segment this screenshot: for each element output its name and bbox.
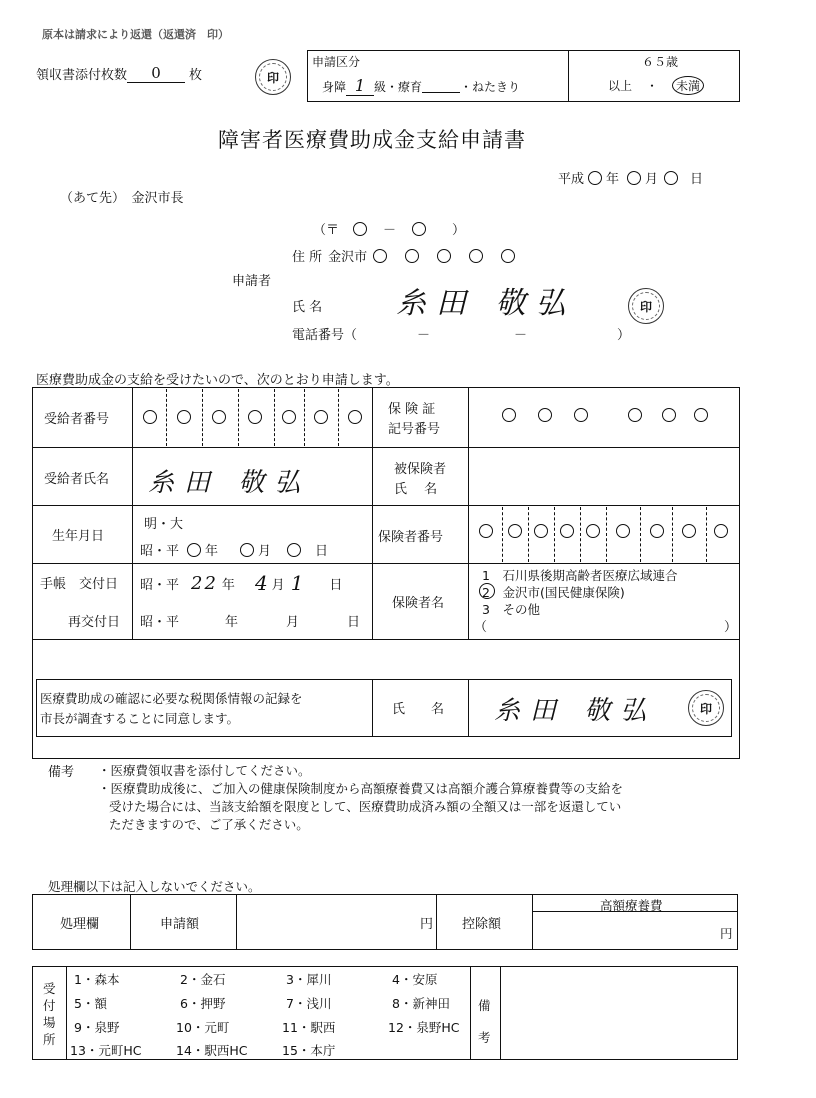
recipient-digit-2[interactable]	[177, 410, 191, 424]
insurance-digit-1[interactable]	[502, 408, 516, 422]
age-title: ６５歳	[642, 55, 679, 69]
handbook-day-unit: 日	[329, 577, 343, 593]
consent-line-2: 市長が調査することに同意します。	[40, 711, 240, 726]
amount-yen: 円	[420, 917, 434, 932]
reception-place-14[interactable]: 14・駅西HC	[176, 1043, 248, 1058]
age-under[interactable]: 未満	[672, 76, 704, 95]
age-sep: ・	[646, 79, 659, 93]
reissue-year-unit: 年	[225, 615, 239, 630]
processing-label: 処理欄	[60, 917, 100, 932]
birth-day-unit: 日	[315, 544, 329, 559]
reissue-day-unit: 日	[347, 615, 361, 630]
reception-place-10[interactable]: 10・元町	[176, 1020, 230, 1035]
category-title: 申請区分	[312, 55, 361, 69]
addressee: （あて先） 金沢市長	[60, 191, 184, 206]
insured-label-1: 被保険者	[394, 462, 447, 477]
category-disability-row	[322, 76, 520, 96]
birth-year-field[interactable]	[187, 543, 201, 557]
recipient-digit-3[interactable]	[212, 410, 226, 424]
disability-grade[interactable]: 1	[346, 76, 374, 96]
recipient-name-label: 受給者氏名	[44, 472, 110, 487]
applicant-label: 申請者	[232, 274, 272, 289]
address-field-4[interactable]	[469, 249, 483, 263]
birth-year-unit: 年	[205, 544, 219, 559]
birth-month-unit: 月	[258, 544, 272, 559]
insurer-label: 保険者名	[392, 596, 445, 611]
reissue-era[interactable]: 昭・平	[140, 615, 180, 630]
top-note: 原本は請求により返還（返還済 印）	[42, 28, 229, 41]
reception-place-11[interactable]: 11・駅西	[282, 1020, 336, 1035]
insurer-option-2[interactable]: 2 金沢市(国民健康保険)	[482, 585, 625, 600]
reception-place-12[interactable]: 12・泉野HC	[388, 1020, 460, 1035]
high-cost-yen: 円	[720, 926, 733, 941]
insurance-digit-2[interactable]	[538, 408, 552, 422]
date-month-unit: 月	[645, 172, 659, 187]
date-month-field[interactable]	[627, 171, 641, 185]
consent-name[interactable]: 糸田 敬弘	[494, 696, 657, 726]
insurance-digit-3[interactable]	[574, 408, 588, 422]
insurer-option-1[interactable]: 1 石川県後期高齢者医療広域連合	[482, 568, 678, 583]
postal-close: ）	[452, 223, 466, 238]
birth-era-2[interactable]: 昭・平	[140, 544, 180, 559]
reception-place-4[interactable]: 4・安原	[392, 972, 438, 987]
handbook-date-row	[140, 571, 342, 595]
phone-row	[292, 324, 630, 343]
insurer-other-close: ）	[724, 620, 738, 635]
insurer-digit-6[interactable]	[616, 524, 630, 538]
phone-label: 電話番号（	[292, 328, 358, 343]
age-row	[608, 76, 704, 95]
insurer-digit-1[interactable]	[479, 524, 493, 538]
bedridden-label: ・ねたきり	[460, 79, 521, 94]
handbook-era[interactable]: 昭・平	[140, 577, 180, 593]
postal-row	[313, 219, 465, 238]
note-2: ・医療費助成後に、ご加入の健康保険制度から高額療養費又は高額介護合算療養費等の支給を	[98, 781, 624, 796]
postal-field-1[interactable]	[353, 222, 367, 236]
recipient-digit-6[interactable]	[314, 410, 328, 424]
insurer-other-open: （	[474, 620, 488, 635]
grade-label: 級・療育	[374, 79, 423, 94]
date-day-unit: 日	[690, 172, 704, 187]
address-city: 金沢市	[328, 250, 368, 265]
age-over[interactable]: 以上	[608, 79, 633, 93]
insurer-digit-8[interactable]	[682, 524, 696, 538]
rehab-blank[interactable]	[422, 80, 460, 93]
handbook-month-unit: 月	[271, 577, 285, 593]
insurance-digit-6[interactable]	[694, 408, 708, 422]
birth-era-1[interactable]: 明・大	[144, 517, 184, 532]
reception-place-15[interactable]: 15・本庁	[282, 1043, 336, 1058]
page-title: 障害者医療費助成金支給申請書	[218, 128, 526, 152]
birth-month-field[interactable]	[240, 543, 254, 557]
receipt-count[interactable]: 0	[127, 64, 185, 83]
postal-field-2[interactable]	[412, 222, 426, 236]
receipt-unit: 枚	[189, 68, 203, 83]
high-cost-label: 高額療養費	[600, 898, 663, 913]
recipient-no-label: 受給者番号	[44, 412, 110, 427]
reception-place-9[interactable]: 9・泉野	[74, 1020, 120, 1035]
insurer-option-2-mark	[479, 583, 495, 599]
insurance-digit-4[interactable]	[628, 408, 642, 422]
reception-place-6[interactable]: 6・押野	[180, 996, 226, 1011]
insurance-digit-5[interactable]	[662, 408, 676, 422]
deduction-label: 控除額	[462, 917, 502, 932]
recipient-digit-4[interactable]	[248, 410, 262, 424]
note-3: 受けた場合には、当該支給額を限度として、医療費助成済み額の全額又は一部を返還してい	[109, 799, 622, 814]
consent-seal-icon: 印	[688, 690, 724, 726]
handbook-month[interactable]: 4	[254, 571, 268, 595]
recipient-digit-1[interactable]	[143, 410, 157, 424]
reissue-label: 再交付日	[68, 615, 121, 630]
insurer-option-3[interactable]: 3 その他	[482, 602, 540, 617]
note-4: ただきますので、ご了承ください。	[109, 817, 309, 832]
processing-caption: 処理欄以下は記入しないでください。	[48, 879, 261, 894]
reissue-month-unit: 月	[286, 615, 300, 630]
postal-open: （〒	[313, 223, 340, 238]
insurer-digit-3[interactable]	[534, 524, 548, 538]
intro-text: 医療費助成金の支給を受けたいので、次のとおり申請します。	[36, 373, 399, 388]
recipient-digit-7[interactable]	[348, 410, 362, 424]
insurance-label-2: 記号番号	[388, 422, 441, 437]
applicant-seal-icon: 印	[628, 288, 664, 324]
phone-close: ）	[617, 328, 631, 343]
reissue-date-row	[140, 611, 360, 630]
address-field-2[interactable]	[405, 249, 419, 263]
date-year-field[interactable]	[588, 171, 602, 185]
notes-label: 備考	[48, 765, 75, 780]
date-year-unit: 年	[606, 172, 620, 187]
address-field-1[interactable]	[373, 249, 387, 263]
recipient-digit-5[interactable]	[282, 410, 296, 424]
disability-label: 身障	[322, 79, 347, 94]
consent-line-1: 医療費助成の確認に必要な税関係情報の記録を	[40, 691, 303, 706]
recipient-name[interactable]: 糸田 敬弘	[148, 468, 311, 498]
reception-place-3[interactable]: 3・犀川	[286, 972, 332, 987]
reception-remarks-label: 備考	[478, 998, 491, 1045]
insurer-no-label: 保険者番号	[378, 530, 444, 545]
date-day-field[interactable]	[664, 171, 678, 185]
handbook-year[interactable]: 22	[191, 572, 218, 594]
postal-dash: －	[383, 223, 397, 238]
note-1: ・医療費領収書を添付してください。	[98, 763, 311, 778]
address-field-3[interactable]	[437, 249, 451, 263]
insurer-digit-9[interactable]	[714, 524, 728, 538]
reception-place-8[interactable]: 8・新神田	[392, 996, 450, 1011]
receipt-seal-icon: 印	[255, 59, 291, 95]
reception-place-13[interactable]: 13・元町HC	[70, 1043, 142, 1058]
address-row	[292, 246, 515, 265]
birth-date-row	[140, 540, 328, 559]
receipt-label: 領収書添付枚数	[36, 68, 128, 83]
reception-place-5[interactable]: 5・額	[74, 996, 107, 1011]
applicant-name-handwritten[interactable]: 糸田 敬弘	[396, 286, 576, 321]
address-label: 住 所	[292, 250, 323, 265]
handbook-label: 手帳 交付日	[40, 577, 119, 592]
phone-dash-2[interactable]: －	[514, 328, 528, 343]
phone-dash-1[interactable]: －	[417, 328, 431, 343]
receipt-count-row	[36, 64, 202, 83]
address-field-5[interactable]	[501, 249, 515, 263]
date-row	[558, 168, 703, 187]
insurer-digit-2[interactable]	[508, 524, 522, 538]
handbook-day[interactable]: 1	[290, 571, 304, 595]
insurance-label-1: 保 険 証	[388, 402, 436, 417]
reception-label: 受付場所	[43, 981, 56, 1047]
amount-label: 申請額	[160, 917, 200, 932]
birth-day-field[interactable]	[287, 543, 301, 557]
handbook-year-unit: 年	[221, 577, 235, 593]
insurer-digit-5[interactable]	[586, 524, 600, 538]
birth-label: 生年月日	[52, 529, 105, 544]
insurer-digit-4[interactable]	[560, 524, 574, 538]
reception-place-2[interactable]: 2・金石	[180, 972, 226, 987]
insurer-digit-7[interactable]	[650, 524, 664, 538]
date-era: 平成	[558, 172, 585, 187]
reception-place-7[interactable]: 7・浅川	[286, 996, 332, 1011]
reception-place-1[interactable]: 1・森本	[74, 972, 120, 987]
consent-name-label: 氏 名	[392, 702, 445, 717]
applicant-name-label: 氏 名	[292, 300, 323, 315]
insured-label-2: 氏 名	[394, 482, 438, 497]
